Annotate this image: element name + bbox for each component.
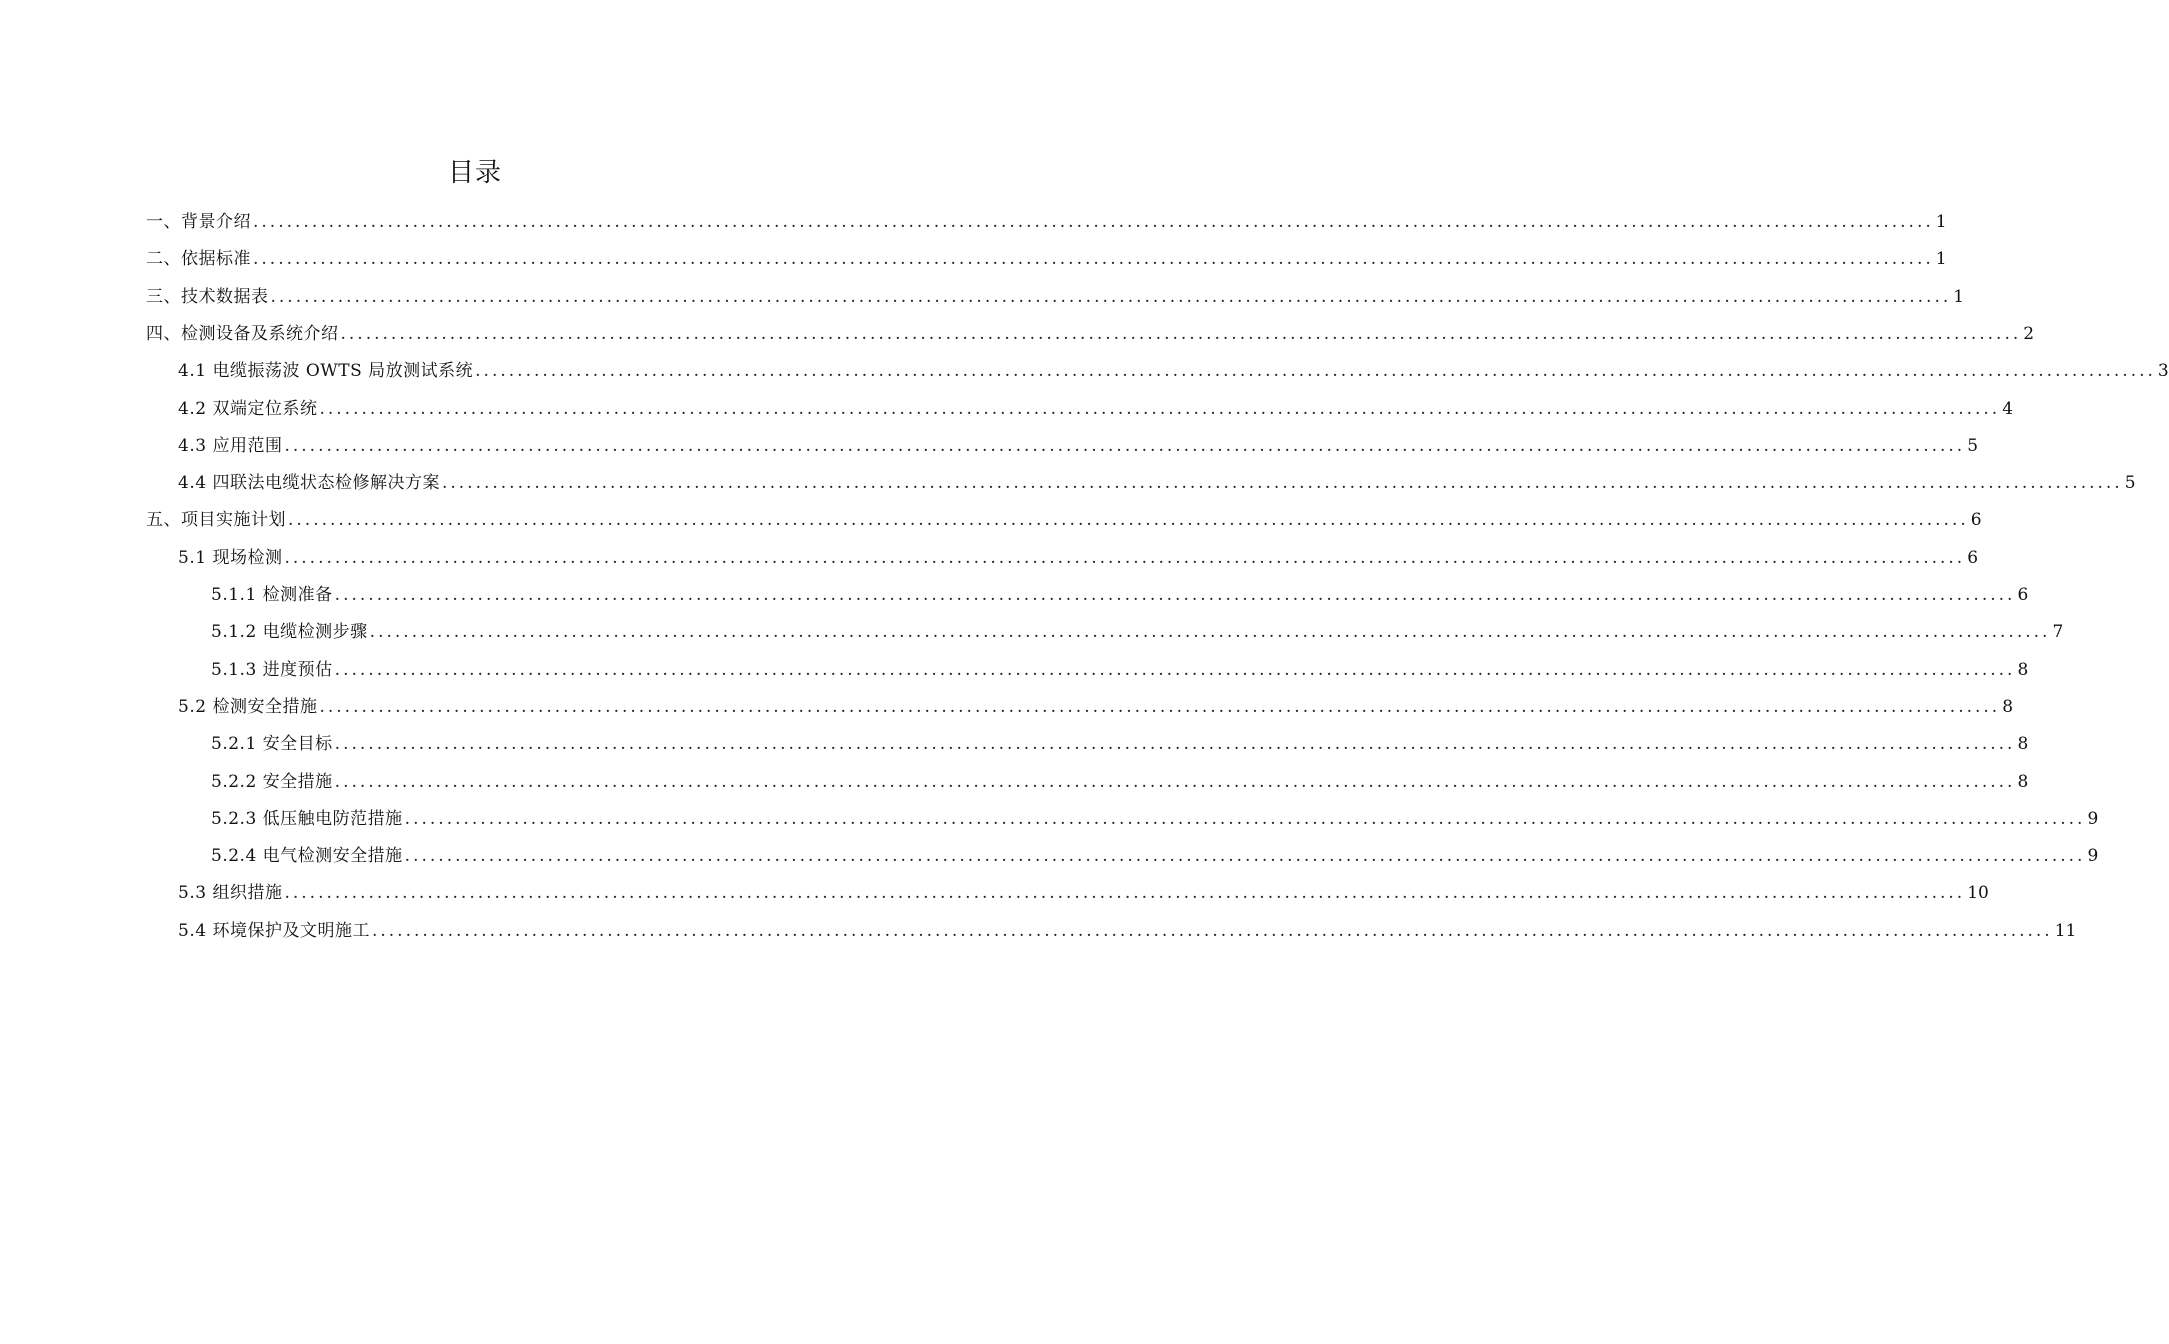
toc-leader-dots: ........................................................................................................................................................................................................ — [253, 249, 1934, 270]
toc-entry[interactable] — [178, 688, 2014, 718]
toc-leader-dots: ........................................................................................................................................................................................................ — [340, 323, 2022, 344]
toc-entry-label: 5.2.3 低压触电防范措施 — [211, 808, 403, 829]
toc-entry[interactable] — [178, 874, 1989, 904]
toc-entry-label: 5.1 现场检测 — [178, 547, 283, 568]
toc-entry-page-number: 1 — [1935, 249, 1947, 270]
toc-entry[interactable] — [178, 427, 1979, 457]
toc-entry-label: 4.1 电缆振荡波 OWTS 局放测试系统 — [178, 361, 474, 382]
page-title: 目录 — [447, 158, 502, 188]
toc-leader-dots: ........................................................................................................................................................................................................ — [334, 585, 2016, 605]
toc-entry-label: 5.1.3 进度预估 — [211, 659, 333, 680]
toc-entry-label: 5.2.2 安全措施 — [211, 771, 333, 792]
toc-entry[interactable] — [211, 800, 2099, 830]
toc-entry[interactable] — [146, 315, 2035, 345]
toc-entry-label: 5.4 环境保护及文明施工 — [178, 920, 370, 941]
toc-entry-label: 二、依据标准 — [146, 249, 251, 270]
toc-entry-page-number: 1 — [1935, 212, 1947, 232]
toc-entry[interactable] — [178, 390, 2014, 420]
toc-entry[interactable] — [146, 278, 1965, 308]
toc-entry[interactable] — [178, 464, 2136, 494]
toc-entry-label: 5.2.1 安全目标 — [211, 734, 333, 755]
toc-leader-dots: ........................................................................................................................................................................................................ — [319, 696, 2001, 717]
toc-entry[interactable] — [211, 725, 2029, 755]
toc-entry-label: 5.1.2 电缆检测步骤 — [211, 622, 368, 643]
toc-entry-label: 5.2 检测安全措施 — [178, 696, 318, 717]
toc-entry[interactable] — [146, 203, 1947, 233]
toc-entry[interactable] — [178, 539, 1979, 569]
toc-entry[interactable] — [211, 613, 2064, 643]
toc-entry-page-number: 6 — [1970, 510, 1982, 531]
toc-leader-dots: ........................................................................................................................................................................................................ — [288, 510, 1969, 531]
toc-entry-page-number: 5 — [2124, 473, 2136, 494]
toc-leader-dots: ........................................................................................................................................................................................................ — [319, 398, 2001, 419]
toc-leader-dots: ........................................................................................................................................................................................................ — [404, 846, 2086, 867]
toc-leader-dots: ........................................................................................................................................................................................................ — [253, 212, 1934, 232]
toc-entry[interactable] — [211, 837, 2099, 867]
toc-entry-page-number: 3 — [2157, 361, 2169, 382]
toc-leader-dots: ........................................................................................................................................................................................................ — [284, 883, 1966, 904]
toc-entry-page-number: 5 — [1967, 435, 1979, 456]
toc-entry-page-number: 1 — [1953, 286, 1965, 307]
toc-entry-label: 三、技术数据表 — [146, 286, 269, 307]
toc-entry-page-number: 6 — [1967, 547, 1979, 568]
toc-entry-label: 一、背景介绍 — [146, 212, 251, 232]
toc-entry-page-number: 8 — [2002, 696, 2014, 717]
toc-leader-dots: ........................................................................................................................................................................................................ — [284, 435, 1966, 456]
toc-leader-dots: ........................................................................................................................................................................................................ — [371, 920, 2053, 941]
toc-entry-page-number: 2 — [2023, 323, 2035, 344]
toc-leader-dots: ........................................................................................................................................................................................................ — [270, 286, 1952, 307]
toc-entry-page-number: 11 — [2054, 920, 2077, 941]
toc-entry[interactable] — [211, 576, 2029, 606]
toc-leader-dots: ........................................................................................................................................................................................................ — [334, 659, 2016, 680]
toc-leader-dots: ........................................................................................................................................................................................................ — [404, 808, 2086, 829]
toc-entry-page-number: 9 — [2087, 808, 2099, 829]
toc-entry-label: 4.3 应用范围 — [178, 435, 283, 456]
toc-entry-page-number: 6 — [2017, 585, 2029, 605]
toc-entry-page-number: 10 — [1967, 883, 1989, 904]
toc-entry-page-number: 9 — [2087, 846, 2099, 867]
toc-entry[interactable] — [146, 501, 1982, 531]
toc-entry-page-number: 8 — [2017, 771, 2029, 792]
toc-entry-label: 4.2 双端定位系统 — [178, 398, 318, 419]
toc-entry-page-number: 8 — [2017, 734, 2029, 755]
toc-entry-label: 五、项目实施计划 — [146, 510, 286, 531]
toc-entry[interactable] — [178, 912, 2077, 942]
toc-entry-label: 5.2.4 电气检测安全措施 — [211, 846, 403, 867]
toc-entry[interactable] — [211, 763, 2029, 793]
toc-entry-label: 5.3 组织措施 — [178, 883, 283, 904]
toc-leader-dots: ........................................................................................................................................................................................................ — [334, 734, 2016, 755]
toc-entry-page-number: 8 — [2017, 659, 2029, 680]
toc-leader-dots: ........................................................................................................................................................................................................ — [334, 771, 2016, 792]
toc-leader-dots: ........................................................................................................................................................................................................ — [475, 361, 2156, 382]
toc-entry-label: 5.1.1 检测准备 — [211, 585, 333, 605]
toc-leader-dots: ........................................................................................................................................................................................................ — [441, 473, 2123, 494]
toc-entry-label: 4.4 四联法电缆状态检修解决方案 — [178, 473, 440, 494]
toc-entry-page-number: 7 — [2052, 622, 2064, 643]
toc-leader-dots: ........................................................................................................................................................................................................ — [284, 547, 1966, 568]
toc-entry-label: 四、检测设备及系统介绍 — [146, 323, 339, 344]
toc-entry[interactable] — [146, 240, 1947, 270]
toc-entry[interactable] — [211, 651, 2029, 681]
toc-entry[interactable] — [178, 352, 2169, 382]
toc-entry-page-number: 4 — [2002, 398, 2014, 419]
toc-leader-dots: ........................................................................................................................................................................................................ — [369, 622, 2051, 643]
